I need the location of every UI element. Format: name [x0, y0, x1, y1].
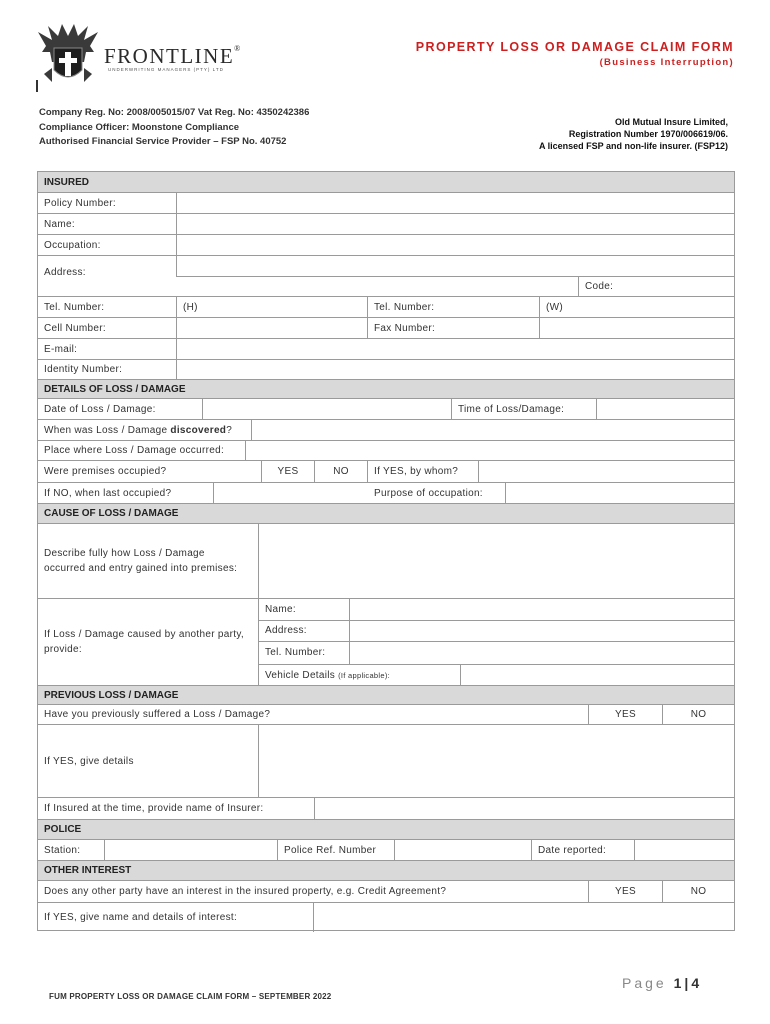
row-occupied [38, 460, 734, 482]
occupation-field[interactable] [177, 235, 734, 255]
logo-wordmark: FRONTLINE® [104, 44, 242, 68]
insurer-name: Old Mutual Insure Limited, [614, 117, 728, 127]
other-interest-no-option[interactable]: NO [690, 886, 707, 897]
address-label: Address: [44, 266, 86, 278]
form-title: PROPERTY LOSS OR DAMAGE CLAIM FORM [415, 40, 734, 54]
previous-insurer-label: If Insured at the time, provide name of Insurer: [44, 803, 264, 814]
logo-tagline: UNDERWRITING MANAGERS (PTY) LTD [108, 67, 224, 72]
row-date-time [38, 398, 734, 419]
occupied-no-option[interactable]: NO [333, 466, 349, 477]
vehicle-details-label: Vehicle Details (If applicable): [265, 669, 390, 681]
section-heading: PREVIOUS LOSS / DAMAGE [44, 689, 179, 701]
describe-field[interactable] [259, 524, 734, 598]
fax-number-field[interactable] [540, 318, 734, 338]
row-police [38, 839, 734, 860]
policy-number-field[interactable] [177, 193, 734, 213]
page-number: Page 1|4 [622, 975, 703, 991]
date-of-loss-field[interactable] [203, 399, 451, 419]
row-address [38, 255, 734, 296]
purpose-label: Purpose of occupation: [374, 487, 483, 499]
address-field[interactable] [177, 256, 734, 276]
previous-details-field[interactable] [259, 725, 734, 797]
other-party-tel-field[interactable] [350, 641, 734, 664]
station-field[interactable] [105, 840, 277, 860]
discovered-label: When was Loss / Damage discovered ? [44, 424, 233, 436]
cell-number-field[interactable] [177, 318, 367, 338]
email-field[interactable] [177, 339, 734, 359]
describe-label: Describe fully how Loss / Damage occurred and entry gained into premises: [44, 547, 238, 574]
purpose-field[interactable] [506, 483, 734, 503]
previous-insurer-field[interactable] [315, 798, 734, 819]
other-interest-yes-option[interactable]: YES [615, 886, 636, 897]
row-email [38, 338, 734, 359]
code-field[interactable] [638, 276, 734, 296]
vehicle-details-field[interactable] [461, 664, 734, 686]
row-describe [38, 523, 734, 598]
tel-number-label-2: Tel. Number: [374, 301, 435, 313]
section-heading: OTHER INTEREST [44, 865, 132, 876]
row-occupation [38, 234, 734, 255]
row-previous-details [38, 724, 734, 797]
row-policy-number [38, 192, 734, 213]
place-label: Place where Loss / Damage occurred: [44, 445, 225, 456]
date-of-loss-label: Date of Loss / Damage: [44, 403, 156, 415]
other-interest-details-label: If YES, give name and details of interest: [44, 912, 238, 923]
other-party-address-label: Address: [265, 625, 307, 636]
row-other-interest-details [38, 902, 734, 932]
occupation-label: Occupation: [44, 239, 101, 251]
section-heading: POLICE [44, 824, 82, 835]
name-label: Name: [44, 218, 75, 230]
policy-number-label: Policy Number: [44, 197, 116, 209]
section-other-interest [38, 860, 734, 880]
other-interest-question-label: Does any other party have an interest in the insured property, e.g. Credit Agreement? [44, 886, 447, 897]
identity-number-label: Identity Number: [44, 364, 123, 375]
previous-question-label: Have you previously suffered a Loss / Damage? [44, 709, 271, 720]
date-reported-field[interactable] [635, 840, 734, 860]
email-label: E-mail: [44, 343, 78, 355]
name-field[interactable] [177, 214, 734, 234]
insurer-block [539, 116, 728, 152]
home-tel-field[interactable]: (H) [183, 301, 198, 313]
other-party-address-field[interactable] [350, 620, 734, 641]
insurer-reg: Registration Number 1970/006619/06. [568, 129, 728, 139]
tel-number-label: Tel. Number: [44, 301, 105, 313]
police-ref-field[interactable] [395, 840, 531, 860]
police-ref-label: Police Ref. Number [284, 844, 377, 856]
row-other-interest-question [38, 880, 734, 902]
company-logo [34, 22, 242, 92]
section-heading: INSURED [44, 176, 90, 188]
row-name [38, 213, 734, 234]
row-previous-question [38, 704, 734, 724]
compliance-line: Compliance Officer: Moonstone Compliance [39, 121, 240, 133]
date-reported-label: Date reported: [538, 844, 607, 856]
other-party-name-field[interactable] [350, 599, 734, 620]
other-party-name-label: Name: [265, 604, 296, 615]
previous-no-option[interactable]: NO [690, 709, 707, 720]
time-of-loss-label: Time of Loss/Damage: [458, 403, 565, 415]
work-tel-field[interactable]: (W) [546, 301, 563, 313]
row-tel-numbers [38, 296, 734, 317]
section-police [38, 819, 734, 839]
section-details [38, 379, 734, 398]
other-party-tel-label: Tel. Number: [265, 647, 326, 658]
claim-form [37, 171, 735, 931]
knight-crest-icon [34, 22, 104, 92]
cell-number-label: Cell Number: [44, 322, 106, 334]
discovered-field[interactable] [252, 420, 734, 440]
section-heading: CAUSE OF LOSS / DAMAGE [44, 508, 179, 519]
by-whom-label: If YES, by whom? [374, 466, 459, 477]
previous-details-label: If YES, give details [44, 755, 134, 767]
section-heading: DETAILS OF LOSS / DAMAGE [44, 383, 186, 395]
form-reference: FUM PROPERTY LOSS OR DAMAGE CLAIM FORM – SEPTEMBER 2022 [49, 992, 332, 1001]
row-previous-insurer [38, 797, 734, 819]
code-label: Code: [585, 280, 614, 292]
occupied-yes-option[interactable]: YES [277, 466, 299, 477]
other-party-label: If Loss / Damage caused by another party, provide: [44, 628, 244, 655]
section-cause [38, 503, 734, 523]
section-previous [38, 685, 734, 704]
row-place [38, 440, 734, 460]
section-insured [38, 172, 734, 192]
row-cell-fax [38, 317, 734, 338]
fax-number-label: Fax Number: [374, 322, 436, 334]
form-subtitle: (Business Interruption) [599, 57, 734, 68]
company-registration-block [39, 106, 309, 150]
previous-yes-option[interactable]: YES [615, 709, 636, 720]
insurer-licence: A licensed FSP and non-life insurer. (FSP12) [538, 141, 728, 151]
row-identity-number [38, 359, 734, 379]
identity-number-field[interactable] [177, 360, 734, 379]
last-occupied-label: If NO, when last occupied? [44, 487, 172, 499]
other-interest-details-field[interactable] [314, 903, 734, 932]
row-other-party [38, 598, 734, 685]
row-discovered [38, 419, 734, 440]
last-occupied-field[interactable] [214, 483, 367, 503]
fsp-line: Authorised Financial Service Provider – FSP No. 40752 [39, 136, 287, 147]
row-last-occupied [38, 482, 734, 503]
time-of-loss-field[interactable] [597, 399, 734, 419]
company-reg-line: Company Reg. No: 2008/005015/07 Vat Reg. No: 4350242386 [39, 107, 310, 118]
station-label: Station: [44, 844, 81, 856]
occupied-label: Were premises occupied? [44, 466, 167, 477]
by-whom-field[interactable] [479, 461, 734, 482]
place-field[interactable] [246, 441, 734, 460]
